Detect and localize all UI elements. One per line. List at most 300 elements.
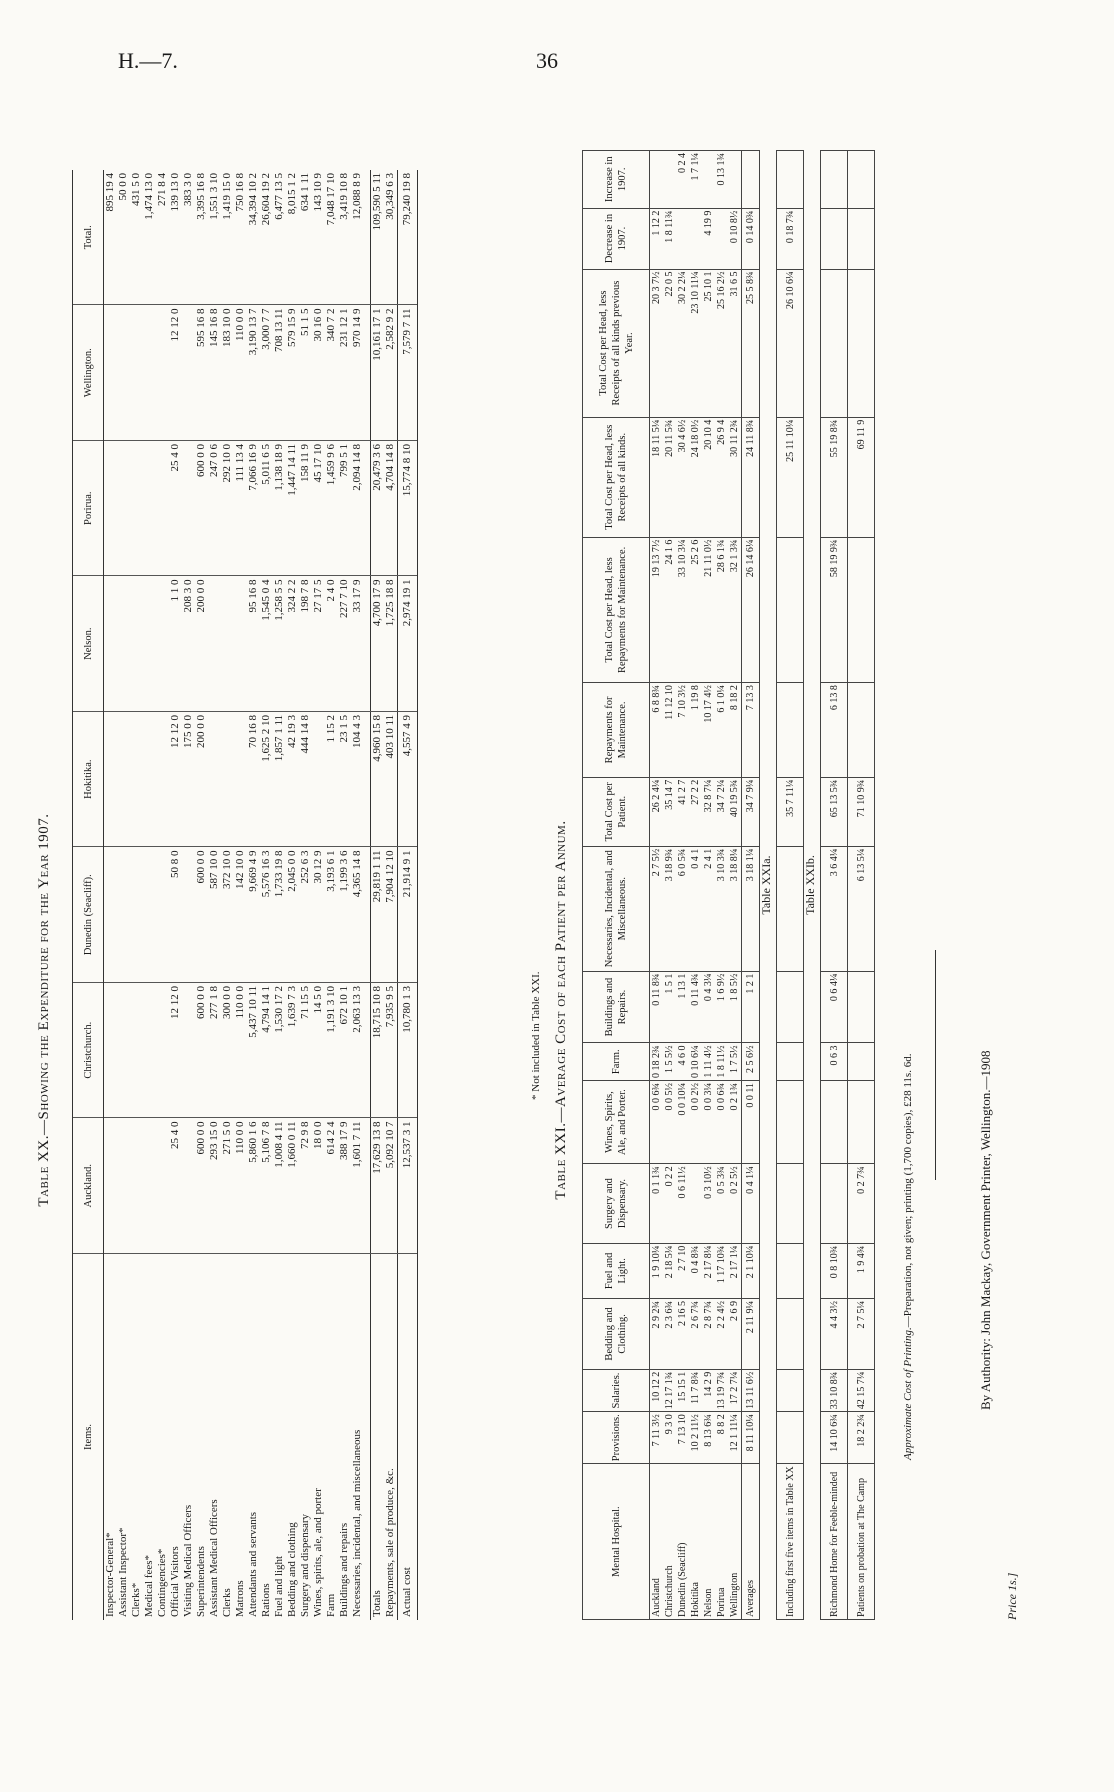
row-value: 14 5 0	[312, 982, 325, 1118]
row-value: 247 0 6	[208, 440, 221, 576]
cost-value	[728, 151, 742, 209]
row-value	[143, 982, 156, 1118]
cost-value: 0 4 1	[689, 846, 702, 971]
row-item-label: Official Visitors	[169, 1546, 181, 1617]
cost-value: 8 8 2	[715, 1412, 728, 1464]
row-item-label: Buildings and repairs	[338, 1522, 350, 1617]
row-value	[221, 576, 234, 712]
row-item-label: Bedding and clothing	[286, 1522, 298, 1617]
cost-value: 1 5 5½	[663, 1043, 676, 1081]
row-value: 33 17 9	[351, 576, 364, 712]
cost-value: 25 11 10¼	[777, 417, 804, 537]
row-value	[104, 982, 118, 1118]
row-value: 292 10 0	[221, 440, 234, 576]
cost-value: 0 6 3	[821, 1043, 848, 1081]
table21-col-header: Total Cost per Head, less Repayments for Maintenance.	[583, 537, 650, 682]
row-value: 200 0 0	[195, 576, 208, 712]
cost-value: 4 6 0	[676, 1043, 689, 1081]
cost-value: 7 10 3½	[676, 683, 689, 778]
row-value: 8,015 1 2	[286, 170, 299, 305]
table-row	[234, 170, 247, 1620]
totals-value: 4,960 15 8	[371, 711, 385, 847]
table-row	[650, 151, 664, 1620]
cost-value: 0 0 10¼	[676, 1080, 689, 1163]
table20-col-auckland: Auckland.	[73, 1118, 104, 1254]
cost-value: 9 3 0	[663, 1412, 676, 1464]
table-row	[273, 170, 286, 1620]
cost-value: 3 18 9¾	[663, 846, 676, 971]
table-row	[117, 170, 130, 1620]
row-value: 51 1 5	[299, 305, 312, 441]
table21-col-header: Total Cost per Patient.	[583, 777, 650, 846]
cost-value: 0 2 7¾	[848, 1164, 875, 1243]
table20-header-row	[73, 170, 104, 1620]
cost-value: 0 4 3¼	[702, 971, 715, 1043]
cost-value: 30 11 2¾	[728, 417, 742, 537]
row-item-label: Surgery and dispensary	[299, 1513, 311, 1617]
cost-value: 12 17 1¾	[663, 1369, 676, 1412]
hospital-name: Averages	[742, 1464, 760, 1620]
row-value: 110 0 0	[234, 982, 247, 1118]
cost-value	[821, 1080, 848, 1163]
row-value	[221, 711, 234, 847]
table21-col-header: Wines, Spirits, Ale, and Porter.	[583, 1080, 650, 1163]
cost-value: 25 2 6	[689, 537, 702, 682]
cost-value	[777, 683, 804, 778]
row-value: 2,045 0 0	[286, 847, 299, 983]
row-value	[104, 711, 118, 847]
row-value: 3,193 6 1	[325, 847, 338, 983]
row-value: 750 16 8	[234, 170, 247, 305]
row-value: 1,625 2 10	[260, 711, 273, 847]
row-value	[143, 576, 156, 712]
row-item-label: Inspector-General*	[104, 1532, 116, 1617]
row-item-label: Necessaries, incidental, and miscellaneous	[351, 1429, 363, 1617]
cost-value: 14 10 6¾	[821, 1412, 848, 1464]
cost-value: 58 19 9¾	[821, 537, 848, 682]
averages-row	[742, 151, 760, 1620]
row-value: 200 0 0	[195, 711, 208, 847]
table20-col-porirua: Porirua.	[73, 440, 104, 576]
cost-value: 21 11 0½	[702, 537, 715, 682]
row-value: 1,551 3 10	[208, 170, 221, 305]
table20-totals	[364, 170, 418, 1620]
cost-value: 26 2 4¼	[650, 777, 664, 846]
cost-value: 27 2 2	[689, 777, 702, 846]
table21a-row	[777, 151, 804, 1620]
table20-col-total: Total.	[73, 170, 104, 305]
cost-value: 3 10 3¾	[715, 846, 728, 971]
row-value: 12 12 0	[169, 305, 182, 441]
row-value: 25 4 0	[169, 440, 182, 576]
row-value: 1,138 18 9	[273, 440, 286, 576]
row-item-label: Rations	[260, 1583, 272, 1617]
row-value: 1,601 7 11	[351, 1118, 364, 1254]
row-value: 71 15 5	[299, 982, 312, 1118]
cost-value: 6 8 8¾	[650, 683, 664, 778]
cost-value	[777, 971, 804, 1043]
table21-title	[553, 360, 570, 1660]
cost-value: 26 14 6¼	[742, 537, 760, 682]
cost-value: 12 1 11¼	[728, 1412, 742, 1464]
row-value: 372 10 0	[221, 847, 234, 983]
row-value: 324 2 2	[286, 576, 299, 712]
row-value: 175 0 0	[182, 711, 195, 847]
row-value: 2,094 14 8	[351, 440, 364, 576]
repayments-value: 403 10 11	[384, 711, 398, 847]
row-value: 25 4 0	[169, 1118, 182, 1254]
table-row	[208, 170, 221, 1620]
cost-value: 1 7 1¼	[689, 151, 702, 209]
cost-value: 33 10 3¼	[676, 537, 689, 682]
row-value: 4,794 14 1	[260, 982, 273, 1118]
row-value: 895 19 4	[104, 170, 118, 305]
hospital-name: Including first five items in Table XX	[777, 1464, 804, 1620]
row-value: 383 3 0	[182, 170, 195, 305]
row-value: 5,106 7 8	[260, 1118, 273, 1254]
row-value: 3,000 7 7	[260, 305, 273, 441]
cost-value: 35 7 11¼	[777, 777, 804, 846]
row-value: 5,437 10 11	[247, 982, 260, 1118]
row-value: 614 2 4	[325, 1118, 338, 1254]
cost-value: 0 0 5½	[663, 1080, 676, 1163]
row-value: 72 9 8	[299, 1118, 312, 1254]
cost-value: 11 7 8¾	[689, 1369, 702, 1412]
cost-value: 1 6 9½	[715, 971, 728, 1043]
cost-value	[777, 1298, 804, 1369]
row-value	[130, 1118, 143, 1254]
row-value: 208 3 0	[182, 576, 195, 712]
cost-value: 2 4 1	[702, 846, 715, 971]
row-value: 634 1 11	[299, 170, 312, 305]
table-row	[338, 170, 351, 1620]
row-value	[182, 440, 195, 576]
row-item-label: Clerks*	[130, 1582, 142, 1617]
cost-value: 8 18 2	[728, 683, 742, 778]
row-value: 27 17 5	[312, 576, 325, 712]
totals-value: 10,161 17 1	[371, 305, 385, 441]
cost-value: 1 2 1	[742, 971, 760, 1043]
row-value	[130, 440, 143, 576]
table-row	[312, 170, 325, 1620]
cost-value: 0 2 5½	[728, 1164, 742, 1243]
cost-value: 0 14 0¾	[742, 208, 760, 269]
row-value: 300 0 0	[221, 982, 234, 1118]
cost-value	[676, 208, 689, 269]
row-value: 1,474 13 0	[143, 170, 156, 305]
cost-value	[848, 151, 875, 209]
table21b-heading-label: Table XXIb.	[803, 855, 817, 915]
row-item-label: Clerks	[221, 1588, 233, 1617]
cost-value: 6 13 8	[821, 683, 848, 778]
repayments-value: 1,725 18 8	[384, 576, 398, 712]
cost-value: 30 2 2¼	[676, 269, 689, 417]
row-value: 5,576 16 3	[260, 847, 273, 983]
row-value: 23 1 5	[338, 711, 351, 847]
row-value: 227 7 10	[338, 576, 351, 712]
cost-value: 2 2 4½	[715, 1298, 728, 1369]
hospital-name: Nelson	[702, 1464, 715, 1620]
row-value: 1,459 9 6	[325, 440, 338, 576]
row-value	[143, 440, 156, 576]
row-value: 6,477 13 5	[273, 170, 286, 305]
cost-value: 20 10 4	[702, 417, 715, 537]
row-item-label: Contingencies*	[156, 1548, 168, 1617]
row-value	[182, 982, 195, 1118]
row-value: 4,365 14 8	[351, 847, 364, 983]
page-number: 36	[536, 48, 558, 73]
row-value	[156, 847, 169, 983]
table-row	[195, 170, 208, 1620]
cost-value	[848, 208, 875, 269]
row-value: 34,394 10 2	[247, 170, 260, 305]
cost-value	[689, 208, 702, 269]
totals-row	[371, 170, 385, 1620]
row-value: 970 14 9	[351, 305, 364, 441]
cost-value: 4 4 3½	[821, 1298, 848, 1369]
row-value: 9,669 4 9	[247, 847, 260, 983]
row-value	[104, 305, 118, 441]
cost-value: 2 17 1¼	[728, 1243, 742, 1298]
row-item-label: Fuel and light	[273, 1555, 285, 1617]
hospital-name: Hokitika	[689, 1464, 702, 1620]
table20-title-prefix: Table XX.—	[36, 1119, 52, 1207]
cost-value: 18 11 5¼	[650, 417, 664, 537]
cost-value: 0 11 4¾	[689, 971, 702, 1043]
cost-value: 33 10 8¾	[821, 1369, 848, 1412]
table20-col-items: Items.	[73, 1253, 104, 1620]
cost-value	[821, 269, 848, 417]
cost-value: 0 6 4¼	[821, 971, 848, 1043]
printer-authority: By Authority: John Mackay, Government Printer, Wellington.—1908	[978, 1050, 993, 1410]
row-value: 1,419 15 0	[221, 170, 234, 305]
table20-col-wellington: Wellington.	[73, 305, 104, 441]
cost-value: 2 6 7¾	[689, 1298, 702, 1369]
totals-value: 29,819 1 11	[371, 847, 385, 983]
row-value: 1,733 19 8	[273, 847, 286, 983]
hospital-name: Christchurch	[663, 1464, 676, 1620]
table21b-row-richmond	[821, 151, 848, 1620]
row-value: 340 7 2	[325, 305, 338, 441]
row-value: 26,604 19 2	[260, 170, 273, 305]
table21-col-header: Buildings and Repairs.	[583, 971, 650, 1043]
table-row	[247, 170, 260, 1620]
row-item-label: Medical fees*	[143, 1555, 155, 1617]
cost-value: 28 6 1¾	[715, 537, 728, 682]
cost-value: 25 16 2½	[715, 269, 728, 417]
actual-value: 7,579 7 11	[398, 305, 418, 441]
table21-title-prefix: Table XXI.—	[553, 1107, 569, 1200]
cost-value: 25 10 1	[702, 269, 715, 417]
cost-value: 20 3 7½	[650, 269, 664, 417]
cost-value	[777, 1043, 804, 1081]
cost-value: 2 18 5¼	[663, 1243, 676, 1298]
cost-value: 18 2 2¾	[848, 1412, 875, 1464]
table-row	[663, 151, 676, 1620]
cost-value: 69 11 9	[848, 417, 875, 537]
row-value	[182, 1118, 195, 1254]
row-value	[208, 711, 221, 847]
cost-value: 2 7 5¼	[848, 1298, 875, 1369]
row-value	[130, 305, 143, 441]
totals-value: 20,479 3 6	[371, 440, 385, 576]
cost-value: 3 18 8¼	[728, 846, 742, 971]
row-item-label: Attendants and servants	[247, 1511, 259, 1617]
cost-value: 0 18 7¾	[777, 208, 804, 269]
row-value	[130, 847, 143, 983]
cost-value: 0 10 8½	[728, 208, 742, 269]
cost-value: 0 8 10¾	[821, 1243, 848, 1298]
table-row	[260, 170, 273, 1620]
row-item-label: Visiting Medical Officers	[182, 1504, 194, 1617]
cost-value: 22 0 5	[663, 269, 676, 417]
row-value: 158 11 9	[299, 440, 312, 576]
table21-col-header: Farm.	[583, 1043, 650, 1081]
row-value: 70 16 8	[247, 711, 260, 847]
cost-value: 71 10 9¾	[848, 777, 875, 846]
row-value: 1,639 7 3	[286, 982, 299, 1118]
table21-header-row	[583, 151, 650, 1620]
cost-value: 0 0 3¼	[702, 1080, 715, 1163]
cost-value: 14 2 9	[702, 1369, 715, 1412]
cost-value	[650, 151, 664, 209]
cost-value	[777, 537, 804, 682]
row-value	[117, 576, 130, 712]
row-value	[117, 1118, 130, 1254]
row-value: 111 13 4	[234, 440, 247, 576]
row-value: 142 10 0	[234, 847, 247, 983]
cost-value	[702, 151, 715, 209]
totals-value: 17,629 13 8	[371, 1118, 385, 1254]
cost-value	[742, 151, 760, 209]
cost-value: 4 19 9	[702, 208, 715, 269]
row-value: 104 4 3	[351, 711, 364, 847]
table20-footnote: * Not included in Table XXI.	[530, 971, 542, 1100]
row-value: 1 15 2	[325, 711, 338, 847]
repayments-label: Repayments, sale of produce, &c.	[384, 1468, 396, 1617]
row-value: 444 14 8	[299, 711, 312, 847]
cost-value: 0 2 4	[676, 151, 689, 209]
table-row	[676, 151, 689, 1620]
cost-value	[689, 1164, 702, 1243]
actual-value: 15,774 8 10	[398, 440, 418, 576]
table21-col-header: Repayments for Maintenance.	[583, 683, 650, 778]
cost-value: 10 12 2	[650, 1369, 664, 1412]
row-value: 3,190 13 7	[247, 305, 260, 441]
row-value: 587 10 0	[208, 847, 221, 983]
hospital-name: Wellington	[728, 1464, 742, 1620]
row-value: 5,860 1 6	[247, 1118, 260, 1254]
table-row	[169, 170, 182, 1620]
totals-label: Totals	[371, 1253, 385, 1620]
cost-value: 2 8 7¾	[702, 1298, 715, 1369]
table21-col-header: Salaries.	[583, 1369, 650, 1412]
table21-col-header: Total Cost per Head, less Receipts of all kinds previous Year.	[583, 269, 650, 417]
row-value: 1,857 1 11	[273, 711, 286, 847]
table-row	[728, 151, 742, 1620]
row-value	[234, 576, 247, 712]
row-value: 183 10 0	[221, 305, 234, 441]
row-item-label: Wines, spirits, ale, and porter	[312, 1488, 324, 1617]
totals-value: 4,700 17 9	[371, 576, 385, 712]
row-value	[143, 1118, 156, 1254]
cost-value: 0 1 1¾	[650, 1164, 664, 1243]
row-item-label: Matrons	[234, 1580, 246, 1617]
cost-value: 32 1 3¾	[728, 537, 742, 682]
cost-value	[821, 208, 848, 269]
table21-col-header: Surgery and Dispensary.	[583, 1164, 650, 1243]
row-value: 431 5 0	[130, 170, 143, 305]
cost-value: 1 13 1	[676, 971, 689, 1043]
cost-value: 6 0 5¾	[676, 846, 689, 971]
cost-value: 0 4 8¾	[689, 1243, 702, 1298]
row-value: 12 12 0	[169, 711, 182, 847]
cost-value: 1 5 1	[663, 971, 676, 1043]
actual-value: 10,780 1 3	[398, 982, 418, 1118]
row-item-label: Farm	[325, 1593, 337, 1617]
cost-value: 2 5 6½	[742, 1043, 760, 1081]
row-value: 600 0 0	[195, 440, 208, 576]
cost-value	[777, 846, 804, 971]
cost-value: 0 2 2	[663, 1164, 676, 1243]
row-value: 1,199 3 6	[338, 847, 351, 983]
cost-value: 3 6 4¼	[821, 846, 848, 971]
row-value: 145 16 8	[208, 305, 221, 441]
cost-value	[777, 1412, 804, 1464]
row-value	[104, 576, 118, 712]
table20-col-nelson: Nelson.	[73, 576, 104, 712]
row-value	[156, 576, 169, 712]
repayments-value: 30,349 6 3	[384, 170, 398, 305]
table21-title-main: Average Cost of each Patient per Annum.	[553, 820, 569, 1108]
cost-value: 65 13 5¾	[821, 777, 848, 846]
row-value: 271 5 0	[221, 1118, 234, 1254]
cost-value: 2 7 5½	[650, 846, 664, 971]
table-row	[351, 170, 364, 1620]
repayments-value: 2,582 9 2	[384, 305, 398, 441]
table20-col-dunedin: Dunedin (Seacliff).	[73, 847, 104, 983]
row-value: 12,088 8 9	[351, 170, 364, 305]
cost-value	[848, 1080, 875, 1163]
cost-value: 34 7 9¼	[742, 777, 760, 846]
cost-value: 0 10 6¼	[689, 1043, 702, 1081]
cost-value: 0 11 8¾	[650, 971, 664, 1043]
row-value	[117, 847, 130, 983]
cost-value	[848, 971, 875, 1043]
row-value: 708 13 11	[273, 305, 286, 441]
row-value: 2,063 13 3	[351, 982, 364, 1118]
row-value	[156, 982, 169, 1118]
repayments-value: 4,704 14 8	[384, 440, 398, 576]
hospital-name: Patients on probation at The Camp	[848, 1464, 875, 1620]
cost-value	[715, 208, 728, 269]
table21-col-header: Bedding and Clothing.	[583, 1298, 650, 1369]
cost-value: 13 19 7¾	[715, 1369, 728, 1412]
row-item-label: Superintendents	[195, 1546, 207, 1617]
actual-label: Actual cost	[398, 1253, 418, 1620]
cost-value: 26 10 6¼	[777, 269, 804, 417]
row-value: 3,419 10 8	[338, 170, 351, 305]
cost-value: 1 12 2	[650, 208, 664, 269]
cost-value: 0 13 1¾	[715, 151, 728, 209]
table21-col-header: Necessaries, Incidental, and Miscellaneous.	[583, 846, 650, 971]
table21-col-header: Increase in 1907.	[583, 151, 650, 209]
table21-col-header: Provisions.	[583, 1412, 650, 1464]
row-value	[143, 847, 156, 983]
row-value: 198 7 8	[299, 576, 312, 712]
row-value	[117, 982, 130, 1118]
cost-value	[777, 1243, 804, 1298]
